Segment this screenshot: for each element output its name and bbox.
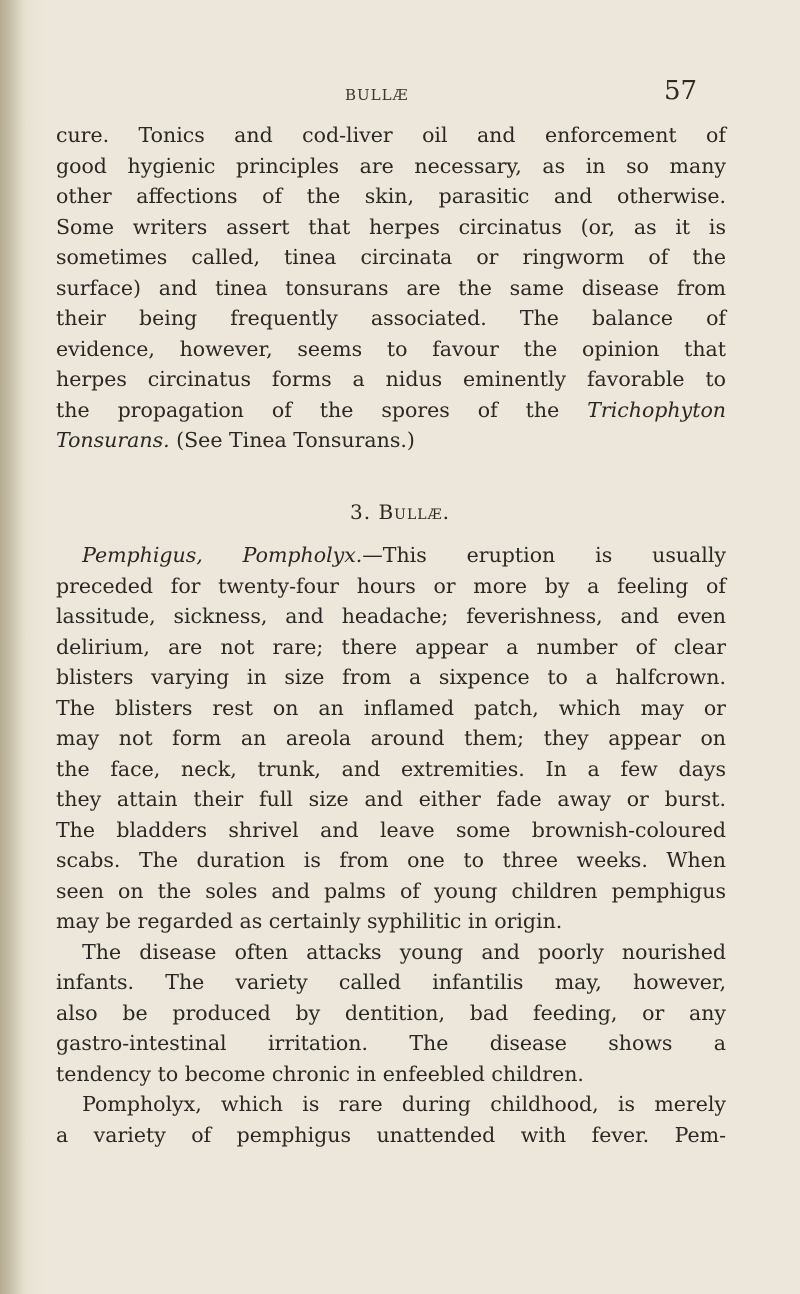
text-line: The bladders shrivel and leave some brownish-coloured <box>56 817 726 842</box>
text-line: The blisters rest on an inflamed patch, which may or <box>56 695 726 720</box>
italic-term: Pemphigus, Pompholyx. <box>82 543 363 567</box>
text-line: surface) and tinea tonsurans are the same disease from <box>56 275 726 300</box>
text-line: infants. The variety called infantilis may, however, <box>56 970 726 994</box>
text-line: their being frequently associated. The balance of <box>56 306 726 330</box>
italic-term: Trichophyton <box>587 397 726 422</box>
text-line: evidence, however, seems to favour the opinion that <box>56 336 726 361</box>
text-line: blisters varying in size from a sixpence to a halfcrown. <box>56 665 726 689</box>
text-line: lassitude, sickness, and headache; feverishness, and even <box>56 604 726 628</box>
section-title: Bullæ. <box>378 500 450 524</box>
text-line: delirium, are not rare; there appear a number of clear <box>56 634 726 659</box>
text-line: seen on the soles and palms of young children pemphigus <box>56 878 726 903</box>
text-line: scabs. The duration is from one to three weeks. When <box>56 848 726 872</box>
page-number: 57 <box>664 76 698 106</box>
text-line: Pemphigus, Pompholyx.—This eruption is usually <box>82 543 726 567</box>
section-body <box>56 540 726 1150</box>
text-line: Some writers assert that herpes circinatus (or, as it is <box>56 214 726 239</box>
text-line: they attain their full size and either fade away or burst. <box>56 787 726 811</box>
section-heading <box>0 500 800 524</box>
text-line: other affections of the skin, parasitic and otherwise. <box>56 184 726 208</box>
text-line: gastro-intestinal irritation. The disease shows a <box>56 1031 726 1055</box>
text-line: the face, neck, trunk, and extremities. In a few days <box>56 756 726 781</box>
text-line: may be regarded as certainly syphilitic in origin. <box>56 909 563 933</box>
text-line: The disease often attacks young and poorly nourished <box>82 939 726 964</box>
text-line: Pompholyx, which is rare during childhood, is merely <box>82 1092 726 1116</box>
running-head: BULLÆ <box>345 86 409 104</box>
text-line: also be produced by dentition, bad feeding, or any <box>56 1000 726 1025</box>
text-line: may not form an areola around them; they appear on <box>56 726 726 750</box>
text-line: a variety of pemphigus unattended with fever. Pem- <box>56 1122 726 1147</box>
text-line: Tonsurans. (See Tinea Tonsurans.) <box>56 428 415 452</box>
text-line: herpes circinatus forms a nidus eminently favorable to <box>56 367 726 391</box>
text-line: tendency to become chronic in enfeebled children. <box>56 1061 584 1086</box>
text-line: cure. Tonics and cod-liver oil and enforcement of <box>56 123 726 147</box>
text-line: the propagation of the spores of the Trichophyton <box>56 397 726 422</box>
text-line: preceded for twenty-four hours or more by a feeling of <box>56 573 726 598</box>
text-line: sometimes called, tinea circinata or ringworm of the <box>56 245 726 269</box>
paragraph-continued <box>56 120 726 456</box>
italic-term: Tonsurans. <box>56 428 170 452</box>
section-number: 3. <box>350 500 372 524</box>
text-line: good hygienic principles are necessary, as in so many <box>56 153 726 178</box>
binding-shadow <box>0 0 26 1294</box>
